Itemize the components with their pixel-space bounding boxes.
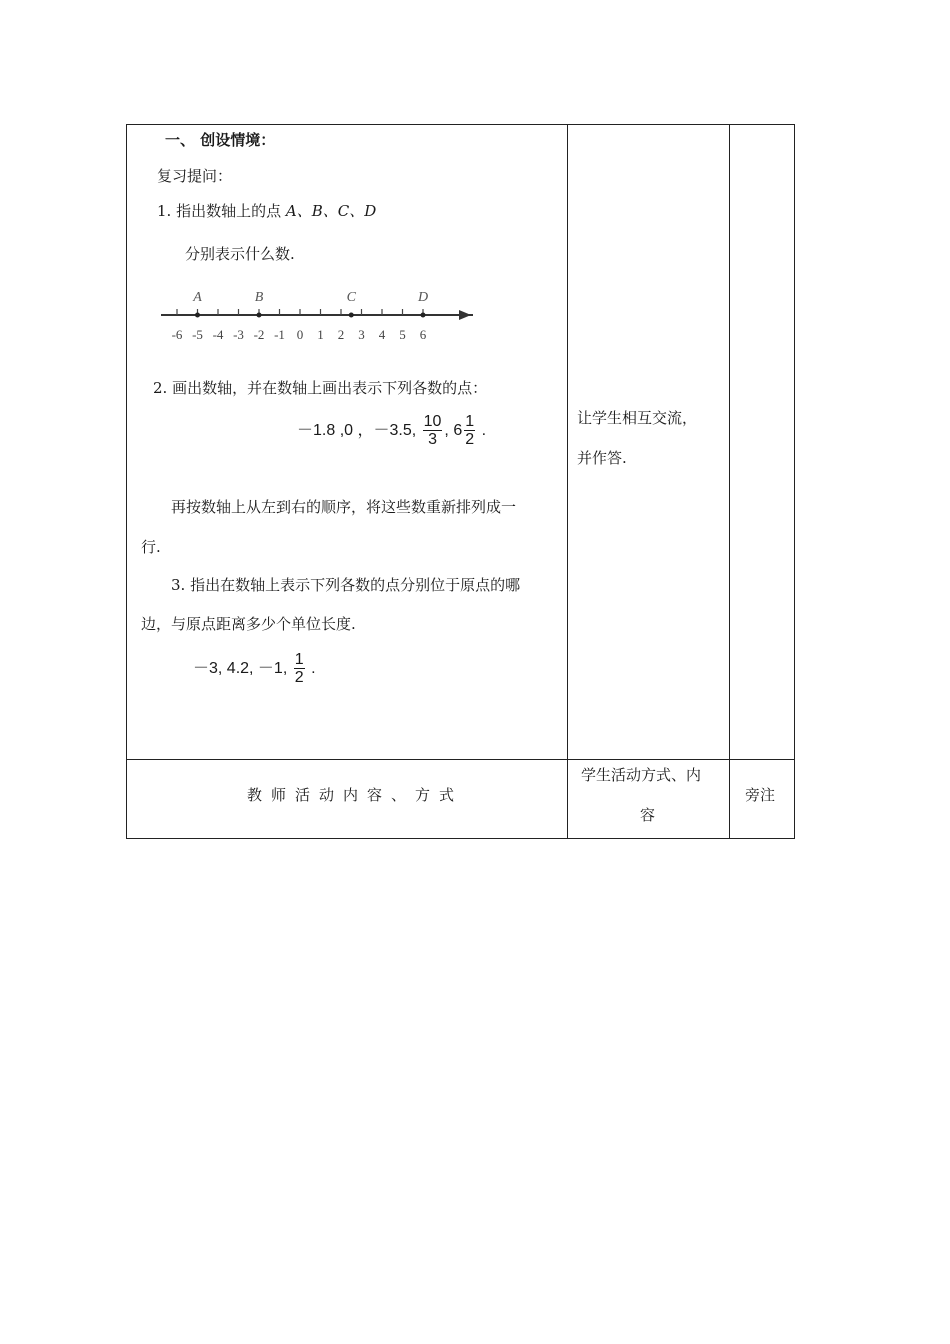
- question-2-numbers: [297, 411, 486, 451]
- notes-header: 旁注: [745, 786, 776, 804]
- question-3-line-1: 3. 指出在数轴上表示下列各数的点分别位于原点的哪: [171, 576, 521, 594]
- section-heading: 一、 创设情境：: [165, 131, 276, 149]
- student-activity-header-line-1: 学生活动方式、内: [581, 766, 702, 784]
- q2-math-end: .: [477, 422, 487, 439]
- question-1-text: 1. 指出数轴上的点: [157, 202, 286, 220]
- number-line-point-label: C: [346, 290, 356, 305]
- number-line-tick-label: -6: [171, 327, 183, 342]
- number-line-tick-label: -1: [274, 327, 285, 342]
- q2-fraction-1-denominator: 3: [428, 431, 437, 449]
- question-1-line-1: [157, 202, 376, 220]
- number-line-tick-label: -3: [233, 327, 244, 342]
- q3-fraction: [294, 651, 305, 686]
- number-line-arrow: [459, 310, 471, 320]
- q2-fraction-2: [464, 413, 475, 448]
- number-line-figure: [153, 277, 473, 353]
- column-divider: [729, 125, 730, 838]
- q3-fraction-numerator: 1: [294, 651, 304, 669]
- question-2-line-1: 2. 画出数轴，并在数轴上画出表示下列各数的点：: [153, 379, 488, 397]
- number-line-tick-label: 0: [296, 327, 304, 342]
- q3-math-end: .: [306, 660, 316, 677]
- teacher-activity-header: 教师活动内容、方式: [247, 786, 464, 804]
- number-line-tick-label: 5: [399, 327, 406, 342]
- student-activity-line-2: 并作答.: [577, 449, 627, 467]
- question-1-points: A、B、C、D: [285, 202, 377, 220]
- number-line-point-label: A: [193, 290, 202, 305]
- q2-fraction-1-numerator: 10: [423, 413, 442, 431]
- number-line-point: [421, 313, 426, 318]
- question-3-line-2: 边，与原点距离多少个单位长度.: [141, 615, 356, 633]
- question-2-paragraph-line-2: 行.: [141, 538, 161, 556]
- number-line-tick-label: -4: [212, 327, 224, 342]
- number-line-tick-label: 2: [337, 327, 345, 342]
- student-activity-header-line-2: 容: [640, 806, 656, 824]
- q2-fraction-2-denominator: 2: [465, 431, 475, 449]
- q2-math-prefix: －1.8 ,0 ，－3.5,: [297, 422, 421, 439]
- number-line-point: [349, 313, 354, 318]
- question-1-line-2: 分别表示什么数.: [185, 245, 295, 263]
- q3-math-prefix: －3, 4.2, －1,: [193, 660, 292, 677]
- question-3-numbers: [193, 649, 316, 689]
- number-line-tick-label: 3: [358, 327, 365, 342]
- number-line-tick-label: -5: [192, 327, 203, 342]
- number-line-tick-label: 6: [419, 327, 427, 342]
- number-line-point: [257, 313, 262, 318]
- column-divider: [567, 125, 568, 838]
- number-line-point-label: B: [254, 290, 264, 305]
- student-activity-line-1: 让学生相互交流，: [577, 409, 698, 427]
- lesson-table: [126, 124, 795, 839]
- number-line-tick-label: -2: [253, 327, 265, 342]
- q2-fraction-2-numerator: 1: [465, 413, 475, 431]
- number-line-tick-label: 4: [378, 327, 386, 342]
- question-2-paragraph-line-1: 再按数轴上从左到右的顺序，将这些数重新排列成一: [171, 498, 517, 516]
- q2-fraction-1: [423, 413, 443, 448]
- number-line-point: [195, 313, 200, 318]
- q3-fraction-denominator: 2: [294, 669, 304, 687]
- number-line-point-label: D: [417, 290, 429, 305]
- q2-math-mid: , 6: [444, 422, 463, 439]
- review-label: 复习提问：: [157, 167, 233, 185]
- row-divider: [127, 759, 794, 760]
- number-line-tick-label: 1: [317, 327, 324, 342]
